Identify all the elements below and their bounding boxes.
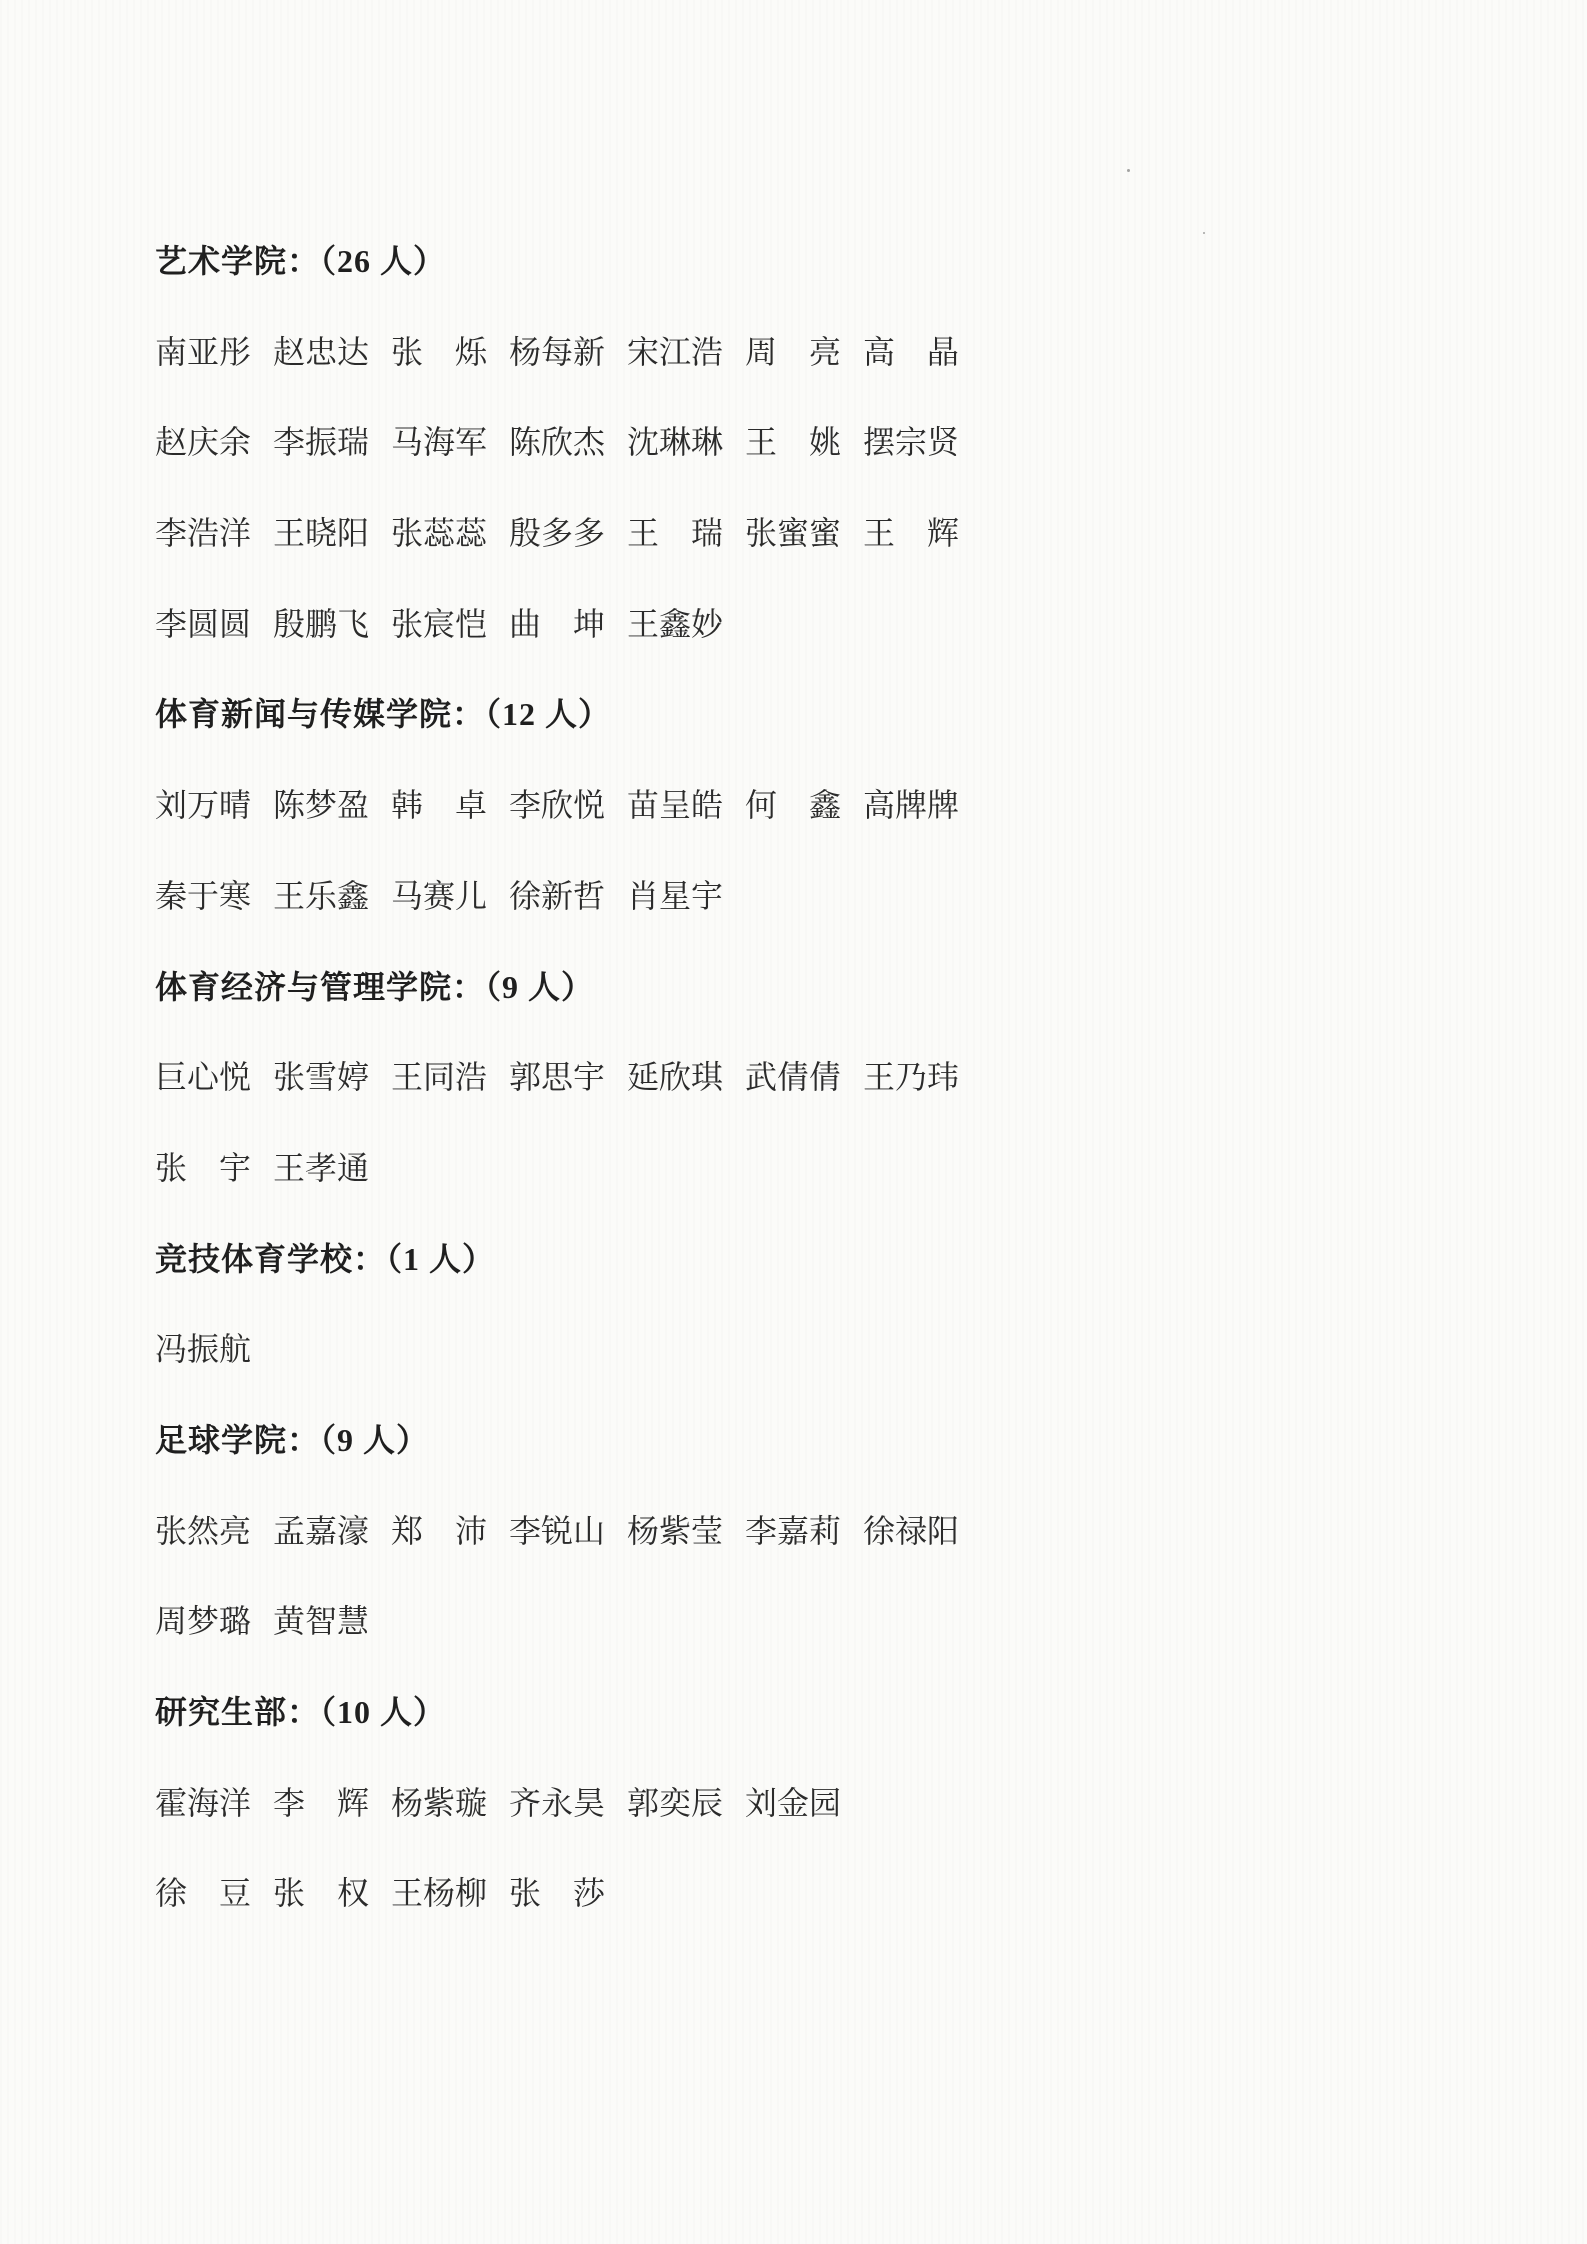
student-name: 孟嘉濠 <box>273 1512 370 1549</box>
name-row <box>155 334 1435 425</box>
student-name: 齐永昊 <box>509 1784 606 1821</box>
student-name: 王 辉 <box>863 515 960 552</box>
student-name: 王 瑞 <box>627 515 724 552</box>
name-row <box>155 1150 1435 1241</box>
student-name: 李嘉莉 <box>745 1512 842 1549</box>
student-name: 秦于寒 <box>155 877 252 914</box>
student-name: 张 烁 <box>391 333 488 370</box>
student-name: 高牌牌 <box>863 787 960 824</box>
name-row <box>155 1513 1435 1604</box>
student-name: 延欣琪 <box>627 1059 724 1096</box>
student-name: 韩 卓 <box>391 787 488 824</box>
student-name: 马赛儿 <box>391 877 488 914</box>
name-row <box>155 1875 1435 1966</box>
student-name: 张 宇 <box>155 1149 252 1186</box>
student-name: 杨紫莹 <box>627 1512 724 1549</box>
student-name: 徐禄阳 <box>863 1512 960 1549</box>
section-heading: 竞技体育学校：（1 人） <box>155 1240 496 1277</box>
student-name: 郭思宇 <box>509 1059 606 1096</box>
section-heading: 艺术学院：（26 人） <box>155 243 447 279</box>
student-name: 杨紫璇 <box>391 1784 488 1821</box>
student-name: 摆宗贤 <box>863 424 960 461</box>
name-row <box>155 1785 1435 1876</box>
name-row <box>155 515 1435 606</box>
student-name: 张 莎 <box>509 1875 606 1912</box>
student-name: 苗呈皓 <box>627 787 724 824</box>
student-name: 王杨柳 <box>391 1875 488 1912</box>
student-name: 张雪婷 <box>273 1059 370 1096</box>
student-name: 杨每新 <box>509 333 606 370</box>
student-name: 刘万晴 <box>155 787 252 824</box>
name-row <box>155 787 1435 878</box>
student-name: 李锐山 <box>509 1512 606 1549</box>
student-name: 王同浩 <box>391 1059 488 1096</box>
student-name: 武倩倩 <box>745 1059 842 1096</box>
document-content <box>155 243 1435 1966</box>
student-name: 陈梦盈 <box>273 787 370 824</box>
student-name: 巨心悦 <box>155 1059 252 1096</box>
student-name: 沈琳琳 <box>627 424 724 461</box>
student-name: 周梦璐 <box>155 1603 252 1640</box>
student-name: 黄智慧 <box>273 1603 370 1640</box>
student-name: 王乃玮 <box>863 1059 960 1096</box>
student-name: 张蕊蕊 <box>391 515 488 552</box>
name-row <box>155 1331 1435 1422</box>
student-name: 何 鑫 <box>745 787 842 824</box>
student-name: 李圆圆 <box>155 605 252 642</box>
name-row <box>155 424 1435 515</box>
student-name: 王晓阳 <box>273 515 370 552</box>
section-heading: 体育新闻与传媒学院：（12 人） <box>155 696 612 733</box>
student-name: 郭奕辰 <box>627 1784 724 1821</box>
student-name: 马海军 <box>391 424 488 461</box>
student-name: 南亚彤 <box>155 333 252 370</box>
student-name: 王乐鑫 <box>273 877 370 914</box>
student-name: 赵忠达 <box>273 333 370 370</box>
student-name: 徐 豆 <box>155 1875 252 1912</box>
student-name: 殷鹏飞 <box>273 605 370 642</box>
student-name: 王孝通 <box>273 1149 370 1186</box>
scan-artifact <box>1203 232 1205 234</box>
student-name: 李浩洋 <box>155 515 252 552</box>
student-name: 郑 沛 <box>391 1512 488 1549</box>
student-name: 冯振航 <box>155 1331 252 1368</box>
student-name: 李 辉 <box>273 1784 370 1821</box>
section-heading: 体育经济与管理学院：（9 人） <box>155 968 595 1005</box>
student-name: 徐新哲 <box>509 877 606 914</box>
student-name: 殷多多 <box>509 515 606 552</box>
scan-artifact <box>1127 169 1130 172</box>
student-name: 赵庆余 <box>155 424 252 461</box>
student-name: 张宸恺 <box>391 605 488 642</box>
section-heading: 研究生部：（10 人） <box>155 1694 447 1730</box>
student-name: 周 亮 <box>745 333 842 370</box>
student-name: 刘金园 <box>745 1784 842 1821</box>
student-name: 宋江浩 <box>627 333 724 370</box>
student-name: 王鑫妙 <box>627 605 724 642</box>
student-name: 陈欣杰 <box>509 424 606 461</box>
name-row <box>155 1059 1435 1150</box>
student-name: 张 权 <box>273 1875 370 1912</box>
student-name: 曲 坤 <box>509 605 606 642</box>
student-name: 霍海洋 <box>155 1784 252 1821</box>
student-name: 王 姚 <box>745 424 842 461</box>
student-name: 李振瑞 <box>273 424 370 461</box>
student-name: 李欣悦 <box>509 787 606 824</box>
section-heading: 足球学院：（9 人） <box>155 1421 430 1458</box>
student-name: 张蜜蜜 <box>745 515 842 552</box>
student-name: 肖星宇 <box>627 877 724 914</box>
student-name: 张然亮 <box>155 1512 252 1549</box>
student-name: 高 晶 <box>863 333 960 370</box>
name-row <box>155 1603 1435 1694</box>
name-row <box>155 878 1435 969</box>
name-row <box>155 606 1435 697</box>
